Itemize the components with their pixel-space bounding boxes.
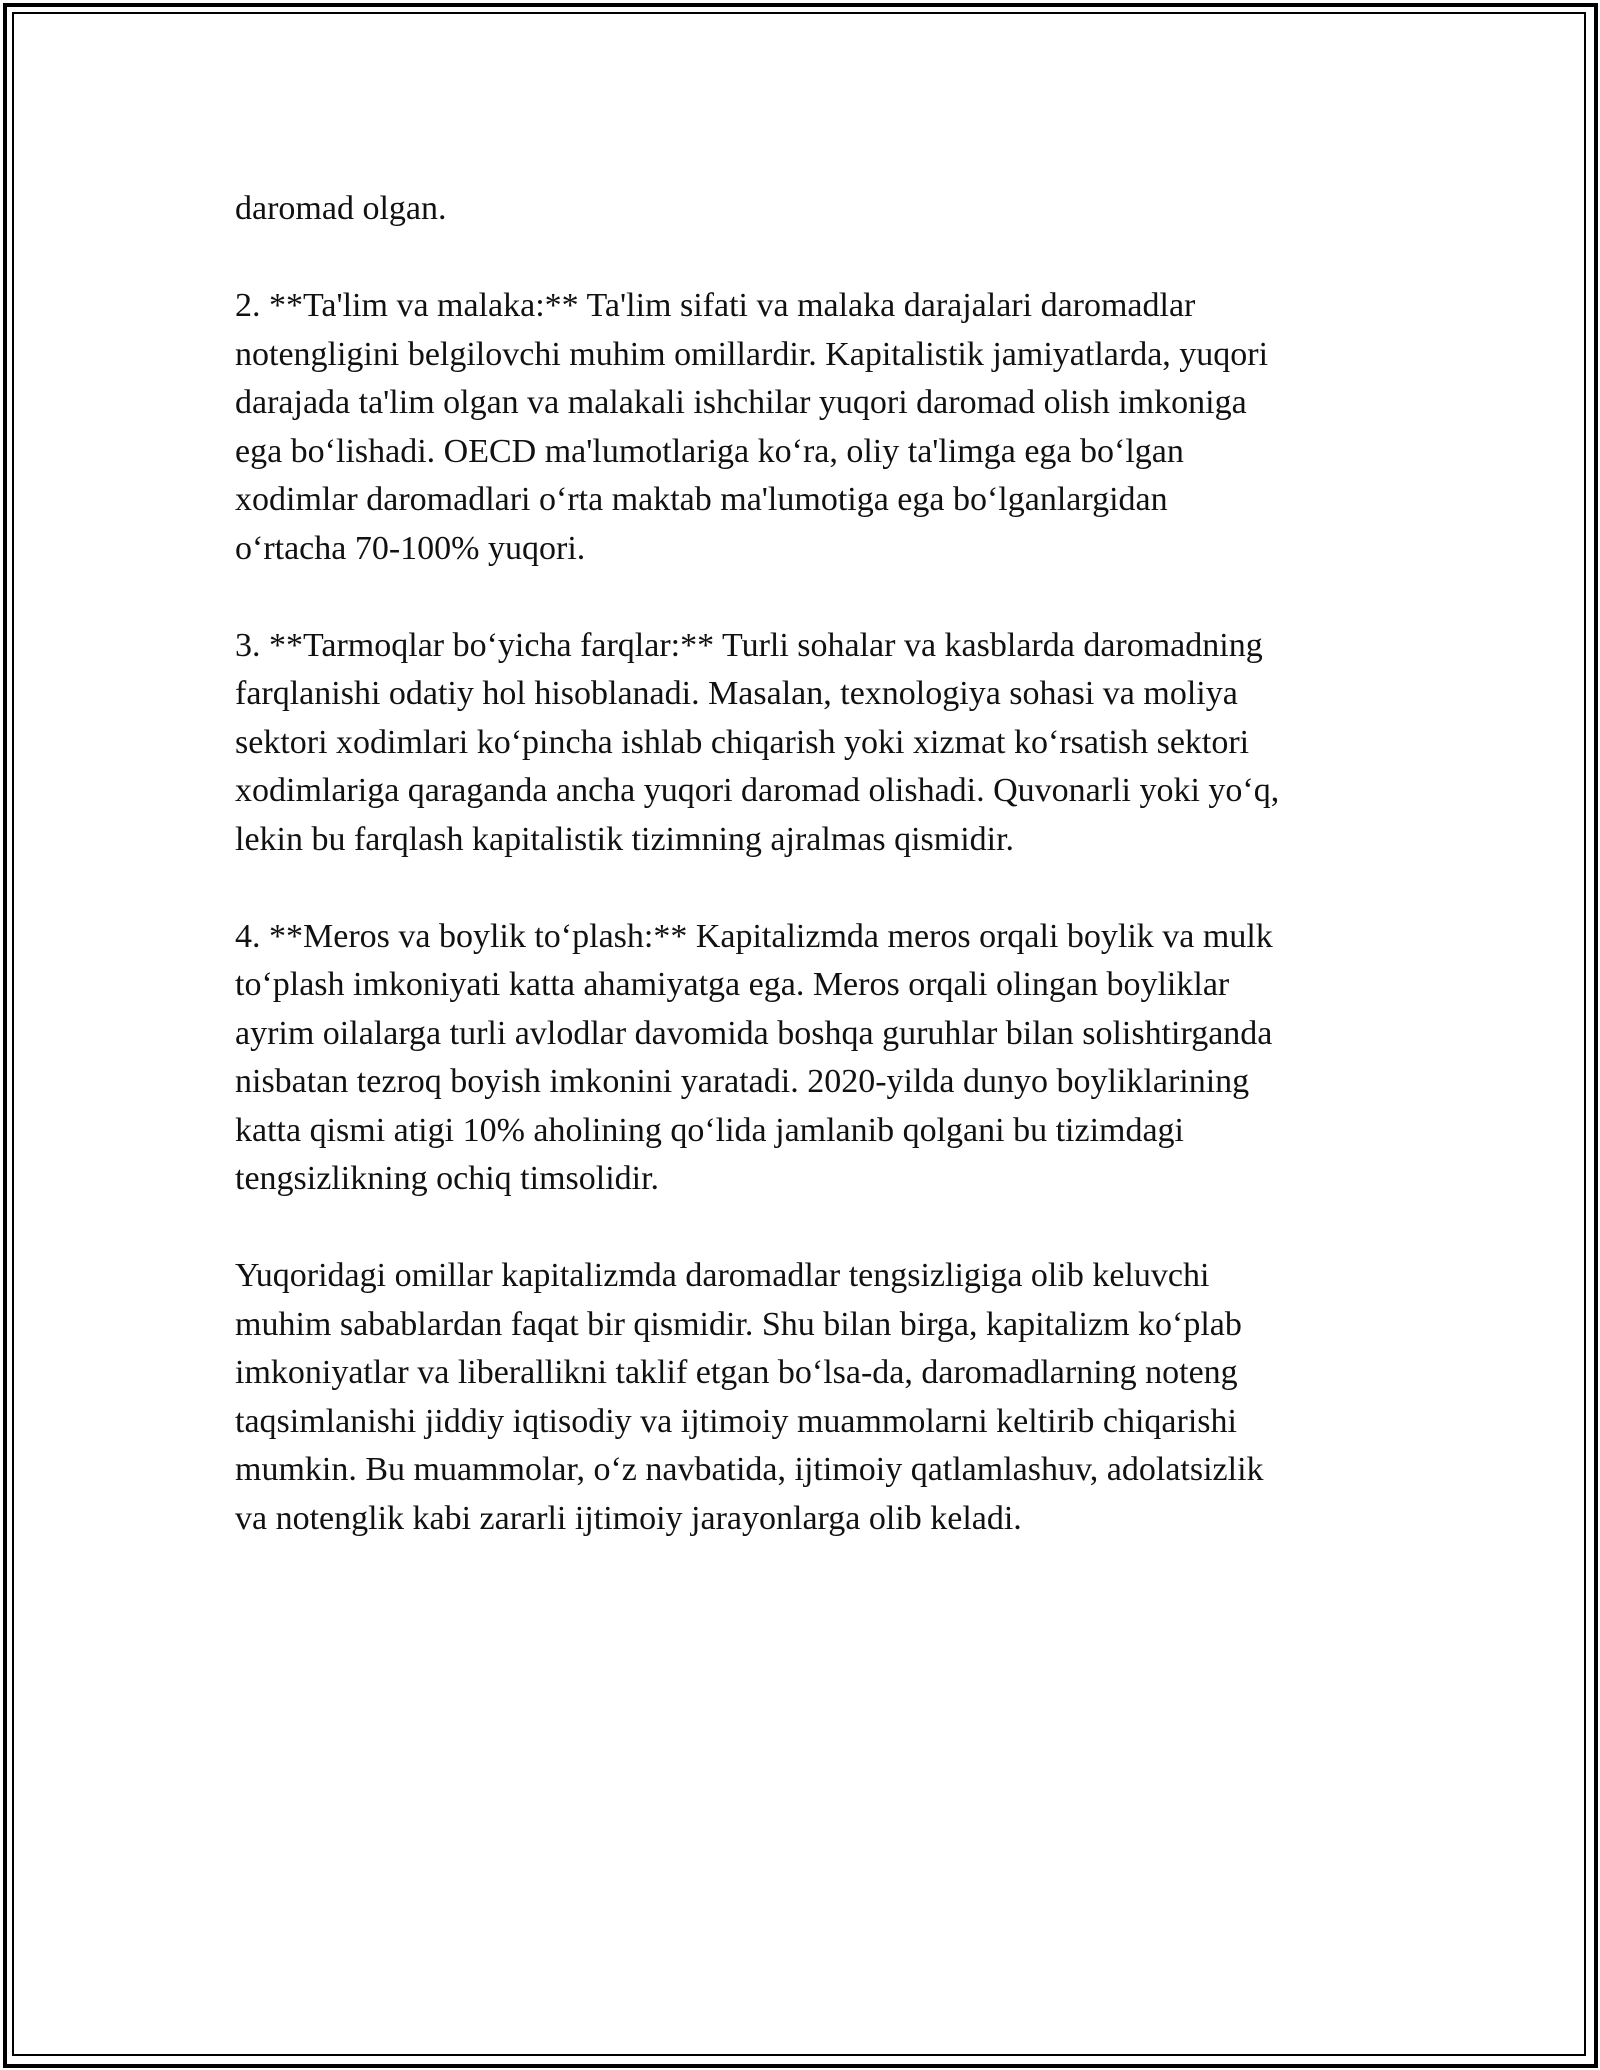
paragraph-continuation: daromad olgan. xyxy=(235,190,447,227)
paragraph-education: 2. **Ta'lim va malaka:** Ta'lim sifati va malaka darajalari daromadlar notengligini belgilovchi muhim omillardir. Kapitalistik jamiyatlarda, yuqori darajada ta'lim olgan va malakali ishchilar yuqori daromad olish imkoniga ega boʻlishadi. OECD ma'lumotlariga koʻra, oliy ta'limga ega boʻlgan xodimlar daromadlari oʻrta maktab ma'lumotiga ega boʻlganlargidan oʻrtacha 70-100% yuqori. xyxy=(235,287,1269,567)
paragraph-sectors: 3. **Tarmoqlar boʻyicha farqlar:** Turli sohalar va kasblarda daromadning farqlanishi odatiy hol hisoblanadi. Masalan, texnologiya sohasi va moliya sektori xodimlari koʻpincha ishlab chiqarish yoki xizmat koʻrsatish sektori xodimlariga qaraganda ancha yuqori daromad olishadi. Quvonarli yoki yoʻq, lekin bu farqlash kapitalistik tizimning ajralmas qismidir. xyxy=(235,626,1280,858)
document-body xyxy=(235,185,1375,1592)
paragraph-conclusion: Yuqoridagi omillar kapitalizmda daromadlar tengsizligiga olib keluvchi muhim sabablardan faqat bir qismidir. Shu bilan birga, kapitalizm koʻplab imkoniyatlar va liberallikni taklif etgan boʻlsa-da, daromadlarning noteng taqsimlanishi jiddiy iqtisodiy va ijtimoiy muammolarni keltirib chiqarishi mumkin. Bu muammolar, oʻz navbatida, ijtimoiy qatlamlashuv, adolatsizlik va notenglik kabi zararli ijtimoiy jarayonlarga olib keladi. xyxy=(235,1257,1264,1537)
paragraph-inheritance: 4. **Meros va boylik toʻplash:** Kapitalizmda meros orqali boylik va mulk toʻplash imkoniyati katta ahamiyatga ega. Meros orqali olingan boyliklar ayrim oilalarga turli avlodlar davomida boshqa guruhlar bilan solishtirganda nisbatan tezroq boyish imkonini yaratadi. 2020-yilda dunyo boyliklarining katta qismi atigi 10% aholining qoʻlida jamlanib qolgani bu tizimdagi tengsizlikning ochiq timsolidir. xyxy=(235,917,1273,1197)
